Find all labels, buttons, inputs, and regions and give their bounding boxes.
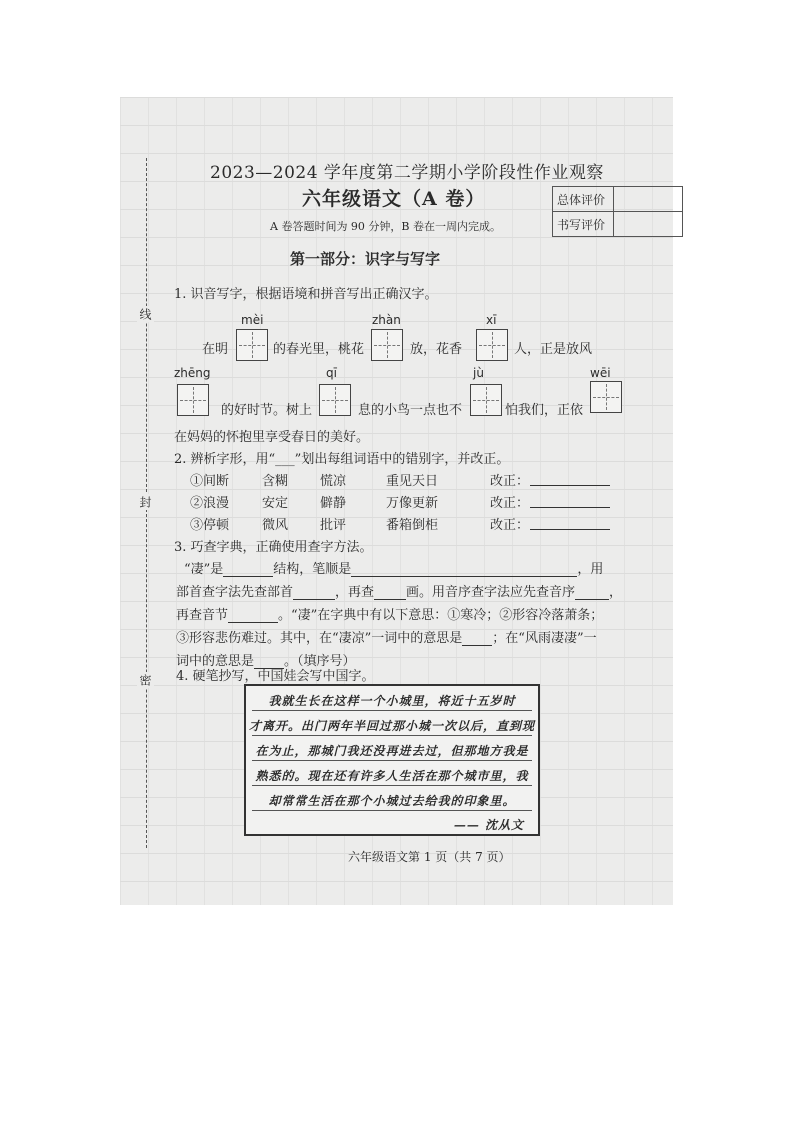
q2-word: ②浪漫 (190, 496, 230, 511)
q3-text: “凄”是 (184, 562, 224, 577)
answer-box-wei[interactable] (590, 381, 622, 413)
q3-text: 再查音节 (176, 608, 229, 623)
q1-text: 在明 (202, 342, 229, 357)
q3-prompt: 3. 巧查字典，正确使用查字方法。 (174, 540, 373, 555)
calligraphy-model-box (244, 684, 540, 836)
passage-line: 却常常生活在那个小城过去给我的印象里。 (268, 794, 516, 808)
answer-box-mei[interactable] (236, 329, 268, 361)
q1-text: 的好时节。树上 (221, 403, 313, 418)
structure-blank[interactable] (223, 562, 273, 577)
q2-word: 含糊 (262, 474, 289, 489)
pinyin-zheng: zhēng (174, 366, 211, 380)
q3-line-3 (176, 604, 603, 623)
q1-text: 人，正是放风 (514, 342, 593, 357)
q3-text: ③形容悲伤难过。其中，在“凄凉”一词中的意思是 (176, 631, 463, 646)
line-rule (252, 810, 532, 811)
correction-blank-1[interactable] (530, 470, 610, 486)
passage-author: —— 沈从文 (453, 818, 524, 832)
q2-word: 万像更新 (386, 496, 439, 511)
q3-text: ， (609, 585, 623, 600)
pinyin-mei: mèi (241, 313, 264, 327)
correction-blank-2[interactable] (530, 492, 610, 508)
q3-text: ，再查 (335, 585, 375, 600)
q3-text: 。（填序号） (284, 654, 356, 669)
pinyin-zhan: zhàn (372, 313, 401, 327)
q3-text: ，用 (577, 562, 604, 577)
q1-text: 放，花香 (410, 342, 463, 357)
binding-char-mi: 密 (138, 674, 152, 686)
q2-word: 微风 (262, 518, 289, 533)
q2-word: 番箱倒柜 (386, 518, 439, 533)
q3-line-1 (184, 558, 603, 577)
pinyin-qi: qī (326, 366, 337, 380)
stroke-order-blank[interactable] (351, 562, 577, 577)
part-heading: 第一部分：识字与写字 (290, 250, 441, 268)
answer-box-qi[interactable] (319, 384, 351, 416)
q1-text: 的春光里，桃花 (273, 342, 365, 357)
meaning-blank-1[interactable] (462, 631, 492, 646)
q2-word: 安定 (262, 496, 289, 511)
binding-char-feng: 封 (138, 496, 152, 508)
writing-eval-box[interactable] (614, 212, 683, 237)
time-note: A 卷答题时间为 90 分钟，B 卷在一周内完成。 (270, 220, 502, 233)
strokes-blank[interactable] (374, 585, 406, 600)
paper-title: 六年级语文（A 卷） (302, 188, 486, 210)
overall-eval-label: 总体评价 (553, 187, 614, 212)
line-rule (252, 785, 532, 786)
q3-text: 结构，笔顺是 (273, 562, 352, 577)
q2-prompt: 2. 辨析字形，用“___”划出每组词语中的错别字，并改正。 (174, 452, 510, 467)
q2-word: 批评 (320, 518, 347, 533)
line-rule (252, 710, 532, 711)
answer-box-zhan[interactable] (371, 329, 403, 361)
correction-label: 改正： (490, 496, 530, 511)
q2-word: 僻静 (320, 496, 347, 511)
q3-text: 画。用音序查字法应先查音序 (406, 585, 576, 600)
correction-label: 改正： (490, 474, 530, 489)
q3-line-4 (176, 627, 597, 646)
passage-line: 熟悉的。现在还有许多人生活在那个城市里，我 (255, 769, 529, 783)
q1-prompt: 1. 识音写字，根据语境和拼音写出正确汉字。 (174, 287, 438, 302)
overall-eval-box[interactable] (614, 187, 683, 212)
q3-text: 部首查字法先查部首 (176, 585, 294, 600)
exam-title: 2023—2024 学年度第二学期小学阶段性作业观察 (210, 163, 604, 183)
q2-word: ③停顿 (190, 518, 230, 533)
passage-line: 才离开。出门两年半回过那小城一次以后，直到现 (248, 719, 535, 733)
q1-text: 在妈妈的怀抱里享受春日的美好。 (174, 430, 370, 445)
answer-box-xi[interactable] (476, 329, 508, 361)
initial-blank[interactable] (575, 585, 609, 600)
pinyin-xi: xī (486, 313, 497, 327)
q1-text: 怕我们，正依 (505, 403, 584, 418)
q3-line-2 (176, 581, 622, 600)
pinyin-wei: wēi (590, 366, 611, 380)
correction-label: 改正： (490, 518, 530, 533)
correction-blank-3[interactable] (530, 514, 610, 530)
q2-word: ①间断 (190, 474, 230, 489)
answer-box-zheng[interactable] (177, 384, 209, 416)
passage-line: 我就生长在这样一个小城里，将近十五岁时 (268, 694, 516, 708)
q3-text: 。“凄”在字典中有以下意思：①寒冷；②形容冷落萧条； (278, 608, 604, 623)
page-footer: 六年级语文第 1 页（共 7 页） (348, 850, 511, 864)
writing-eval-label: 书写评价 (553, 212, 614, 237)
answer-box-ju[interactable] (470, 384, 502, 416)
q1-text: 息的小鸟一点也不 (358, 403, 463, 418)
radical-blank[interactable] (293, 585, 335, 600)
binding-char-xian: 线 (138, 308, 152, 320)
evaluation-table (552, 186, 683, 237)
q4-prompt: 4. 硬笔抄写，中国娃会写中国字。 (176, 669, 375, 684)
line-rule (252, 760, 532, 761)
syllable-blank[interactable] (228, 608, 278, 623)
q2-word: 重见天日 (386, 474, 439, 489)
q3-text: ；在“风雨凄凄”一 (492, 631, 597, 646)
q3-text: 词中的意思是 (176, 654, 255, 669)
q2-word: 慌凉 (320, 474, 347, 489)
pinyin-ju: jù (473, 366, 484, 380)
passage-line: 在为止，那城门我还没再进去过，但那地方我是 (255, 744, 529, 758)
line-rule (252, 735, 532, 736)
